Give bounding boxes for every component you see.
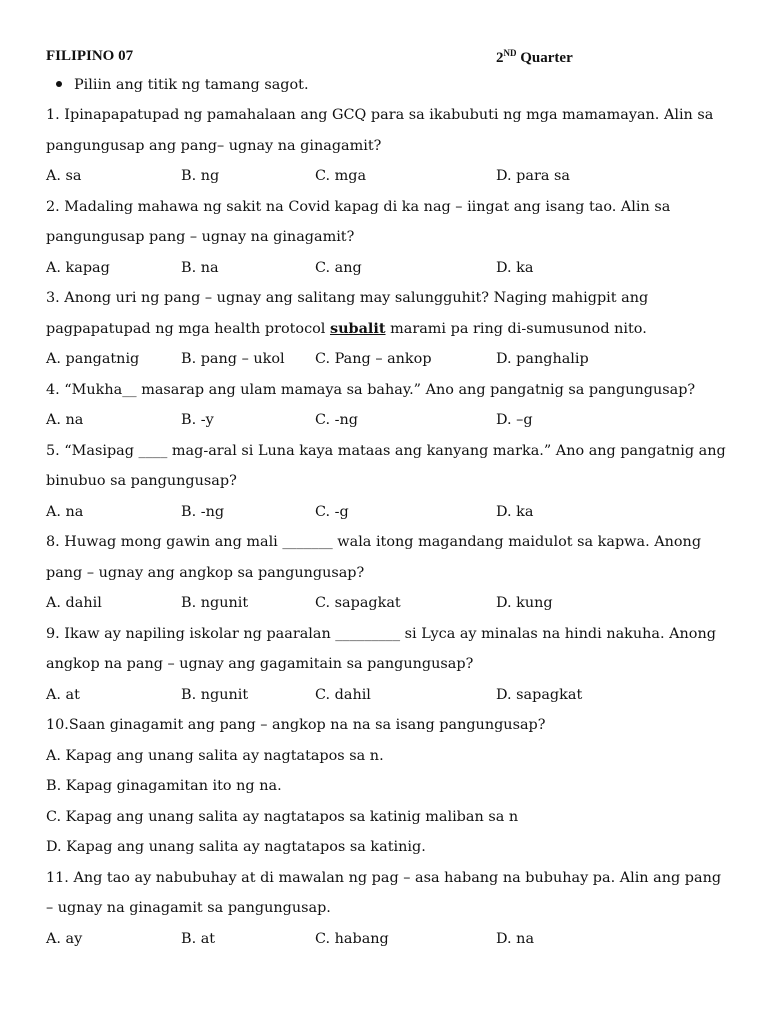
question-3	[46, 283, 730, 375]
question-10-line-1: 10.Saan ginagamit ang pang – angkop na na sa isang pangungusap?	[46, 717, 546, 733]
choice-b: B. pang – ukol	[181, 351, 285, 367]
question-3-line-2-post: marami pa ring di-sumusunod nito.	[385, 320, 647, 337]
question-5-line-1: 5. “Masipag ____ mag-aral si Luna kaya mataas ang kanyang marka.” Ano ang pangatnig ang	[46, 442, 726, 459]
choice-c: C. -ng	[315, 412, 358, 428]
question-11-choices	[46, 924, 730, 955]
choice-c: C. mga	[315, 168, 367, 184]
choice-d: D. ka	[496, 259, 534, 276]
choice-c: C. -g	[315, 503, 349, 520]
choice-b: B. ngunit	[181, 686, 249, 703]
choice-b: B. ng	[181, 168, 220, 184]
question-8-choices	[46, 588, 730, 619]
choice-b: B. -ng	[181, 503, 225, 520]
choice-d: D. na	[496, 930, 535, 947]
choice-b: B. at	[181, 930, 216, 947]
question-2	[46, 192, 730, 284]
question-10	[46, 710, 730, 863]
question-1-line-1: 1. Ipinapapatupad ng pamahalaan ang GCQ para sa ikabubuti ng mga mamamayan. Alin sa	[46, 107, 714, 123]
choice-a: A. pangatnig	[46, 351, 140, 367]
question-11-line-1: 11. Ang tao ay nabubuhay at di mawalan ng pag – asa habang na bubuhay pa. Alin ang pang	[46, 869, 722, 886]
question-5	[46, 436, 730, 528]
choice-a: A. na	[46, 503, 84, 520]
choice-b: B. -y	[181, 412, 214, 428]
choice-a: A. dahil	[46, 595, 102, 611]
question-3-choices	[46, 344, 730, 375]
choice-d: D. sapagkat	[496, 686, 583, 703]
question-3-line-2-pre: pagpapatupad ng mga health protocol	[46, 320, 330, 337]
option-a: A. Kapag ang unang salita ay nagtatapos sa n.	[46, 747, 384, 764]
choice-d: D. para sa	[496, 168, 570, 184]
question-5-line-2: binubuo sa pangungusap?	[46, 473, 237, 489]
choice-c: C. ang	[315, 259, 362, 276]
choice-a: A. at	[46, 686, 80, 703]
question-9-line-1: 9. Ikaw ay napiling iskolar ng paaralan _________ si Lyca ay minalas na hindi nakuha. Anong	[46, 625, 716, 642]
question-11	[46, 863, 730, 955]
choice-a: A. ay	[46, 930, 83, 947]
question-8-line-1: 8. Huwag mong gawin ang mali _______ wala itong magandang maidulot sa kapwa. Anong	[46, 534, 702, 550]
choice-d: D. ka	[496, 503, 534, 520]
question-4-choices	[46, 405, 730, 436]
choice-d: D. panghalip	[496, 351, 589, 367]
worksheet-header	[46, 46, 730, 70]
quarter-word: Quarter	[520, 50, 573, 66]
choice-d: D. –g	[496, 412, 533, 428]
choice-d: D. kung	[496, 595, 553, 611]
choice-a: A. kapag	[46, 259, 110, 276]
question-4-line-1: 4. “Mukha__ masarap ang ulam mamaya sa bahay.” Ano ang pangatnig sa pangungusap?	[46, 381, 696, 398]
bullet-icon	[56, 81, 62, 87]
question-4	[46, 375, 730, 436]
underlined-word: subalit	[329, 319, 386, 337]
instruction-line	[46, 70, 730, 100]
question-11-line-2: – ugnay na ginagamit sa pangungusap.	[46, 900, 331, 916]
question-5-choices	[46, 497, 730, 528]
question-1-choices	[46, 161, 730, 192]
option-b: B. Kapag ginagamitan ito ng na.	[46, 778, 282, 794]
choice-b: B. na	[181, 259, 219, 276]
question-9	[46, 619, 730, 711]
worksheet-page	[46, 46, 730, 954]
question-1-line-2: pangungusap ang pang– ugnay na ginagamit?	[46, 137, 382, 154]
choice-a: A. sa	[46, 168, 82, 184]
option-d: D. Kapag ang unang salita ay nagtatapos sa katinig.	[46, 839, 426, 855]
quarter-number: 2	[496, 50, 504, 66]
choice-c: C. habang	[315, 930, 389, 947]
choice-c: C. Pang – ankop	[315, 351, 432, 367]
question-2-line-1: 2. Madaling mahawa ng sakit na Covid kapag di ka nag – iingat ang isang tao. Alin sa	[46, 198, 671, 215]
question-3-line-2	[46, 314, 730, 345]
instruction-text: Piliin ang titik ng tamang sagot.	[74, 77, 309, 93]
question-9-choices	[46, 680, 730, 711]
quarter-label	[496, 48, 573, 67]
question-3-line-1: 3. Anong uri ng pang – ugnay ang salitang may salungguhit? Naging mahigpit ang	[46, 290, 649, 306]
choice-a: A. na	[46, 412, 84, 428]
question-1	[46, 100, 730, 192]
question-8	[46, 527, 730, 619]
question-9-line-2: angkop na pang – ugnay ang gagamitain sa pangungusap?	[46, 656, 474, 672]
choice-c: C. dahil	[315, 686, 371, 703]
question-2-choices	[46, 253, 730, 284]
option-c: C. Kapag ang unang salita ay nagtatapos sa katinig maliban sa n	[46, 808, 519, 825]
choice-b: B. ngunit	[181, 595, 249, 611]
choice-c: C. sapagkat	[315, 595, 401, 611]
subject-title: FILIPINO 07	[46, 48, 134, 64]
question-8-line-2: pang – ugnay ang angkop sa pangungusap?	[46, 564, 365, 581]
quarter-superscript: ND	[503, 48, 517, 58]
question-2-line-2: pangungusap pang – ugnay na ginagamit?	[46, 229, 355, 245]
